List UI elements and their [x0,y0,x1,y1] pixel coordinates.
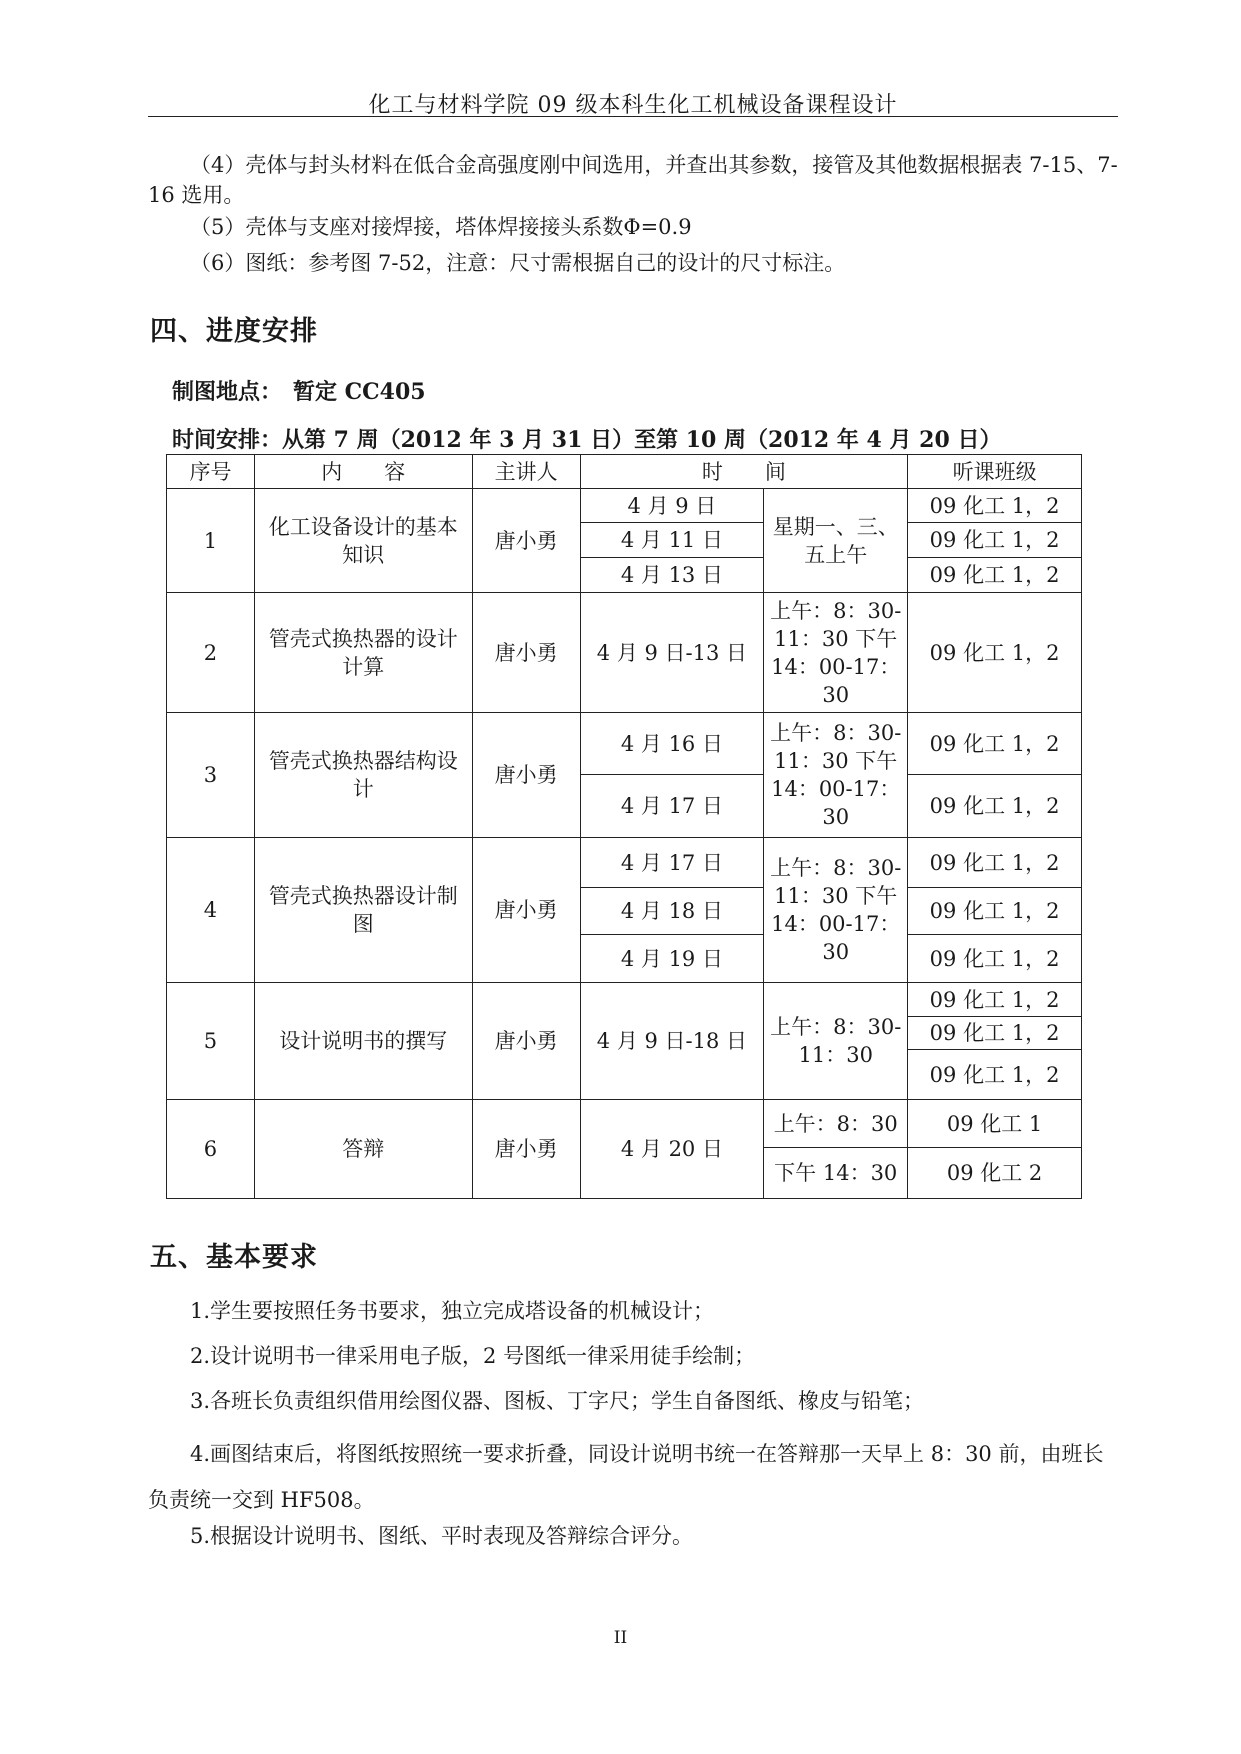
row-class: 09 化工 1，2 [908,838,1082,888]
row-time: 上午：8：30-11：30 [764,983,908,1100]
row-date: 4 月 11 日 [580,523,764,558]
row-time: 下午 14：30 [764,1148,908,1199]
row-class: 09 化工 1，2 [908,489,1082,523]
row-time: 上午：8：30-11：30 下午 14：00-17：30 [764,713,908,838]
col-header-class: 听课班级 [908,455,1082,489]
page-header: 化工与材料学院 09 级本科生化工机械设备课程设计 [368,93,898,118]
row-date: 4 月 9 日-13 日 [580,593,764,713]
row-lecturer: 唐小勇 [472,838,580,983]
row-lecturer: 唐小勇 [472,489,580,593]
row-no: 1 [167,489,255,593]
row-class: 09 化工 1，2 [908,523,1082,558]
requirement-item: 2.设计说明书一律采用电子版，2 号图纸一律采用徒手绘制； [190,1344,756,1368]
row-date: 4 月 9 日-18 日 [580,983,764,1100]
row-class: 09 化工 1，2 [908,775,1082,838]
col-header-lecturer: 主讲人 [472,455,580,489]
row-date: 4 月 16 日 [580,713,764,775]
section3-item-5: （5）壳体与支座对接焊接，塔体焊接接头系数Φ=0.9 [190,215,692,239]
requirement-item: 4.画图结束后，将图纸按照统一要求折叠，同设计说明书统一在答辩那一天早上 8：30 前，由班长负责统一交到 HF508。 [148,1442,1104,1512]
table-row [167,489,1082,523]
header-rule [148,116,1118,117]
row-lecturer: 唐小勇 [472,593,580,713]
table-row [167,983,1082,1017]
col-header-content: 内 容 [254,455,472,489]
requirement-item: 5.根据设计说明书、图纸、平时表现及答辩综合评分。 [190,1524,694,1548]
table-header-row [167,455,1082,489]
row-date: 4 月 17 日 [580,838,764,888]
row-date: 4 月 17 日 [580,775,764,838]
row-date: 4 月 19 日 [580,935,764,983]
row-lecturer: 唐小勇 [472,713,580,838]
row-time: 星期一、三、五上午 [764,489,908,593]
row-class: 09 化工 1，2 [908,983,1082,1017]
section3-item-4: （4）壳体与封头材料在低合金高强度刚中间选用，并查出其参数，接管及其他数据根据表 7-15、7-16 选用。 [148,153,1118,207]
time-plan: 时间安排：从第 7 周（2012 年 3 月 31 日）至第 10 周（2012 年 4 月 20 日） [172,427,1002,453]
section3-item-6: （6）图纸：参考图 7-52，注意：尺寸需根据自己的设计的尺寸标注。 [190,251,846,275]
row-class: 09 化工 1，2 [908,558,1082,593]
row-no: 6 [167,1100,255,1199]
row-class: 09 化工 1，2 [908,888,1082,935]
row-content: 管壳式换热器的设计计算 [254,593,472,713]
table-row [167,593,1082,713]
row-class: 09 化工 1，2 [908,713,1082,775]
drawing-location: 制图地点： 暂定 CC405 [172,379,426,405]
row-content: 答辩 [254,1100,472,1199]
row-content: 管壳式换热器设计制图 [254,838,472,983]
row-class: 09 化工 1，2 [908,935,1082,983]
requirement-item: 3.各班长负责组织借用绘图仪器、图板、丁字尺；学生自备图纸、橡皮与铅笔； [190,1389,925,1413]
row-lecturer: 唐小勇 [472,1100,580,1199]
row-date: 4 月 18 日 [580,888,764,935]
row-no: 4 [167,838,255,983]
row-time: 上午：8：30 [764,1100,908,1148]
section4-heading: 四、进度安排 [150,316,318,347]
row-content: 管壳式换热器结构设计 [254,713,472,838]
row-content: 设计说明书的撰写 [254,983,472,1100]
col-header-no: 序号 [167,455,255,489]
row-lecturer: 唐小勇 [472,983,580,1100]
col-header-time: 时 间 [580,455,908,489]
row-content: 化工设备设计的基本知识 [254,489,472,593]
table-row [167,713,1082,775]
row-no: 3 [167,713,255,838]
row-class: 09 化工 1 [908,1100,1082,1148]
row-class: 09 化工 1，2 [908,1050,1082,1100]
row-time: 上午：8：30-11：30 下午 14：00-17：30 [764,593,908,713]
table-row [167,838,1082,888]
row-class: 09 化工 2 [908,1148,1082,1199]
row-date: 4 月 9 日 [580,489,764,523]
row-date: 4 月 13 日 [580,558,764,593]
row-no: 2 [167,593,255,713]
table-row [167,1100,1082,1148]
page-number: II [613,1628,628,1648]
row-no: 5 [167,983,255,1100]
row-class: 09 化工 1，2 [908,593,1082,713]
requirement-item: 1.学生要按照任务书要求，独立完成塔设备的机械设计； [190,1299,715,1323]
row-class: 09 化工 1，2 [908,1017,1082,1050]
schedule-table [166,454,1082,1199]
row-time: 上午：8：30-11：30 下午 14：00-17：30 [764,838,908,983]
row-date: 4 月 20 日 [580,1100,764,1199]
section5-heading: 五、基本要求 [150,1242,318,1273]
